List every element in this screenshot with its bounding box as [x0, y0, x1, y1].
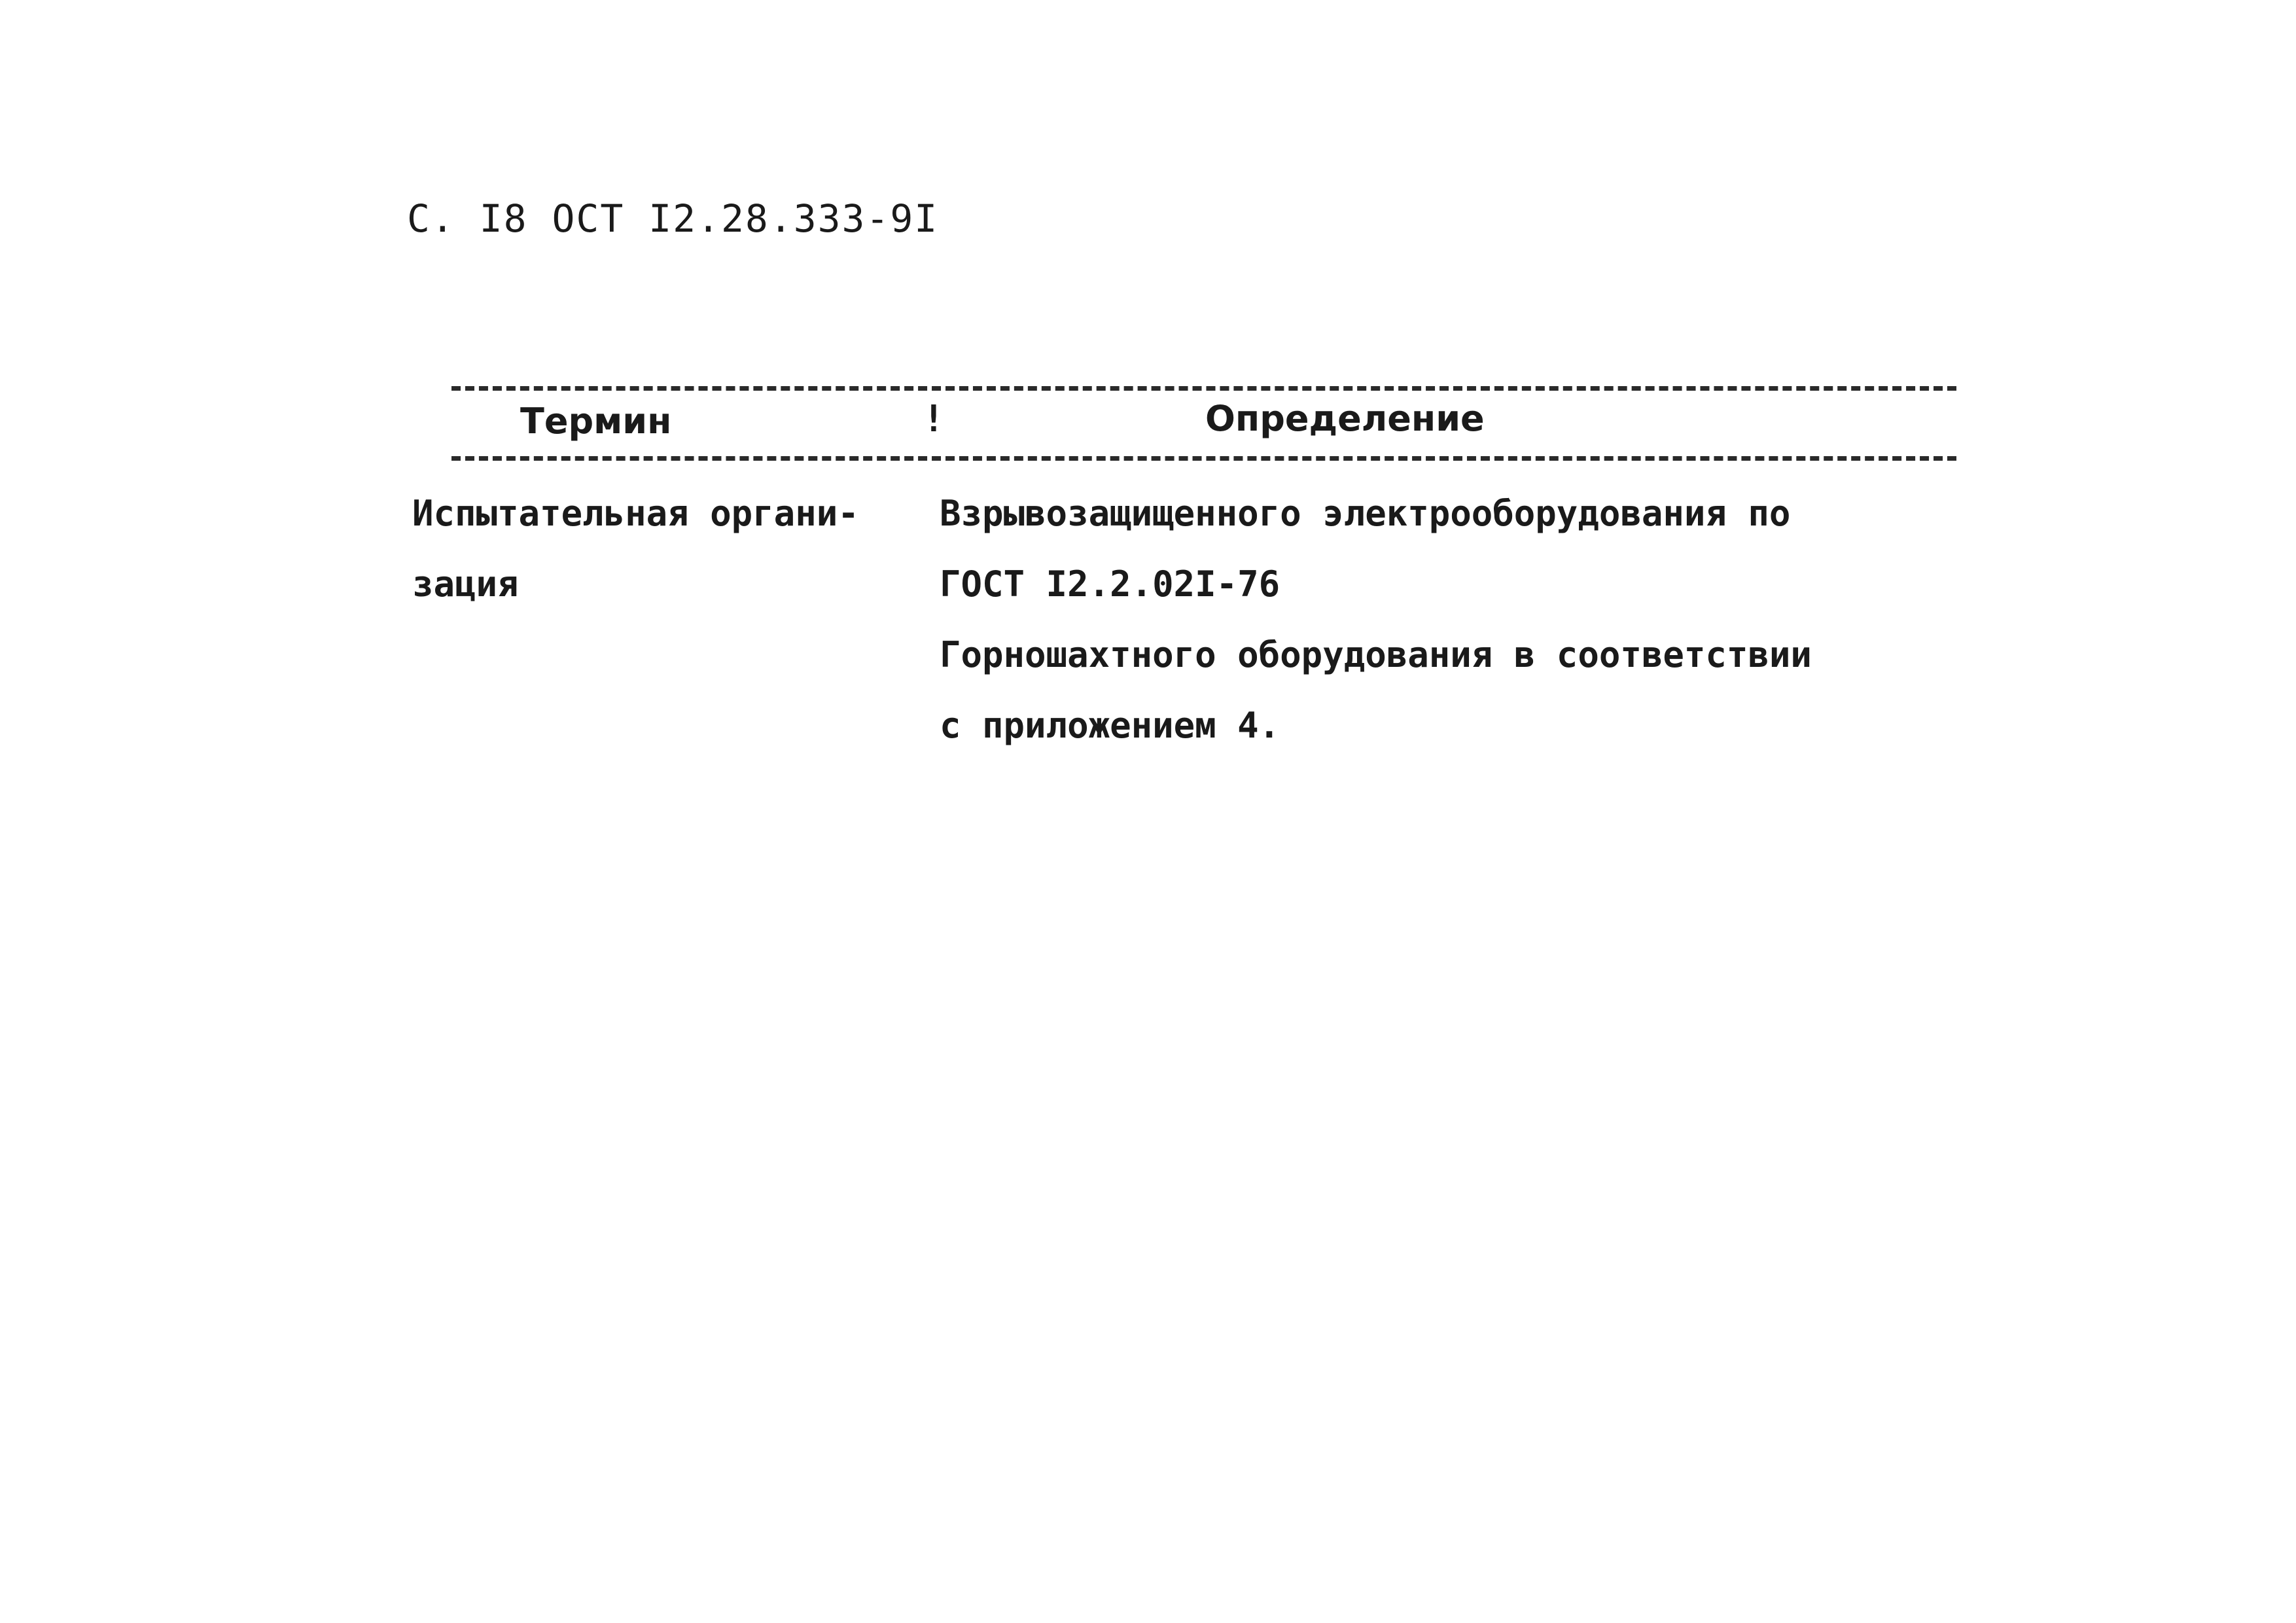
term-text-line-1: Испытательная органи-: [412, 493, 859, 534]
definition-text-line-2: ГОСТ I2.2.02I-76: [940, 563, 1280, 605]
table-header-dashed-rule: [451, 456, 1956, 461]
definition-text-line-1: Взрывозащищенного электрооборудования по: [940, 493, 1791, 534]
page-header: С. I8 ОСТ I2.28.333-9I: [407, 196, 939, 241]
definition-text-line-4: с приложением 4.: [940, 705, 1280, 746]
column-separator-mark: !: [923, 398, 945, 440]
term-text-line-2: зация: [412, 563, 519, 605]
table-top-dashed-rule: [451, 386, 1956, 391]
column-header-term: Термин: [520, 401, 672, 442]
column-header-definition: Определение: [1205, 398, 1485, 439]
definition-text-line-3: Горношахтного оборудования в соответствии: [940, 634, 1812, 675]
